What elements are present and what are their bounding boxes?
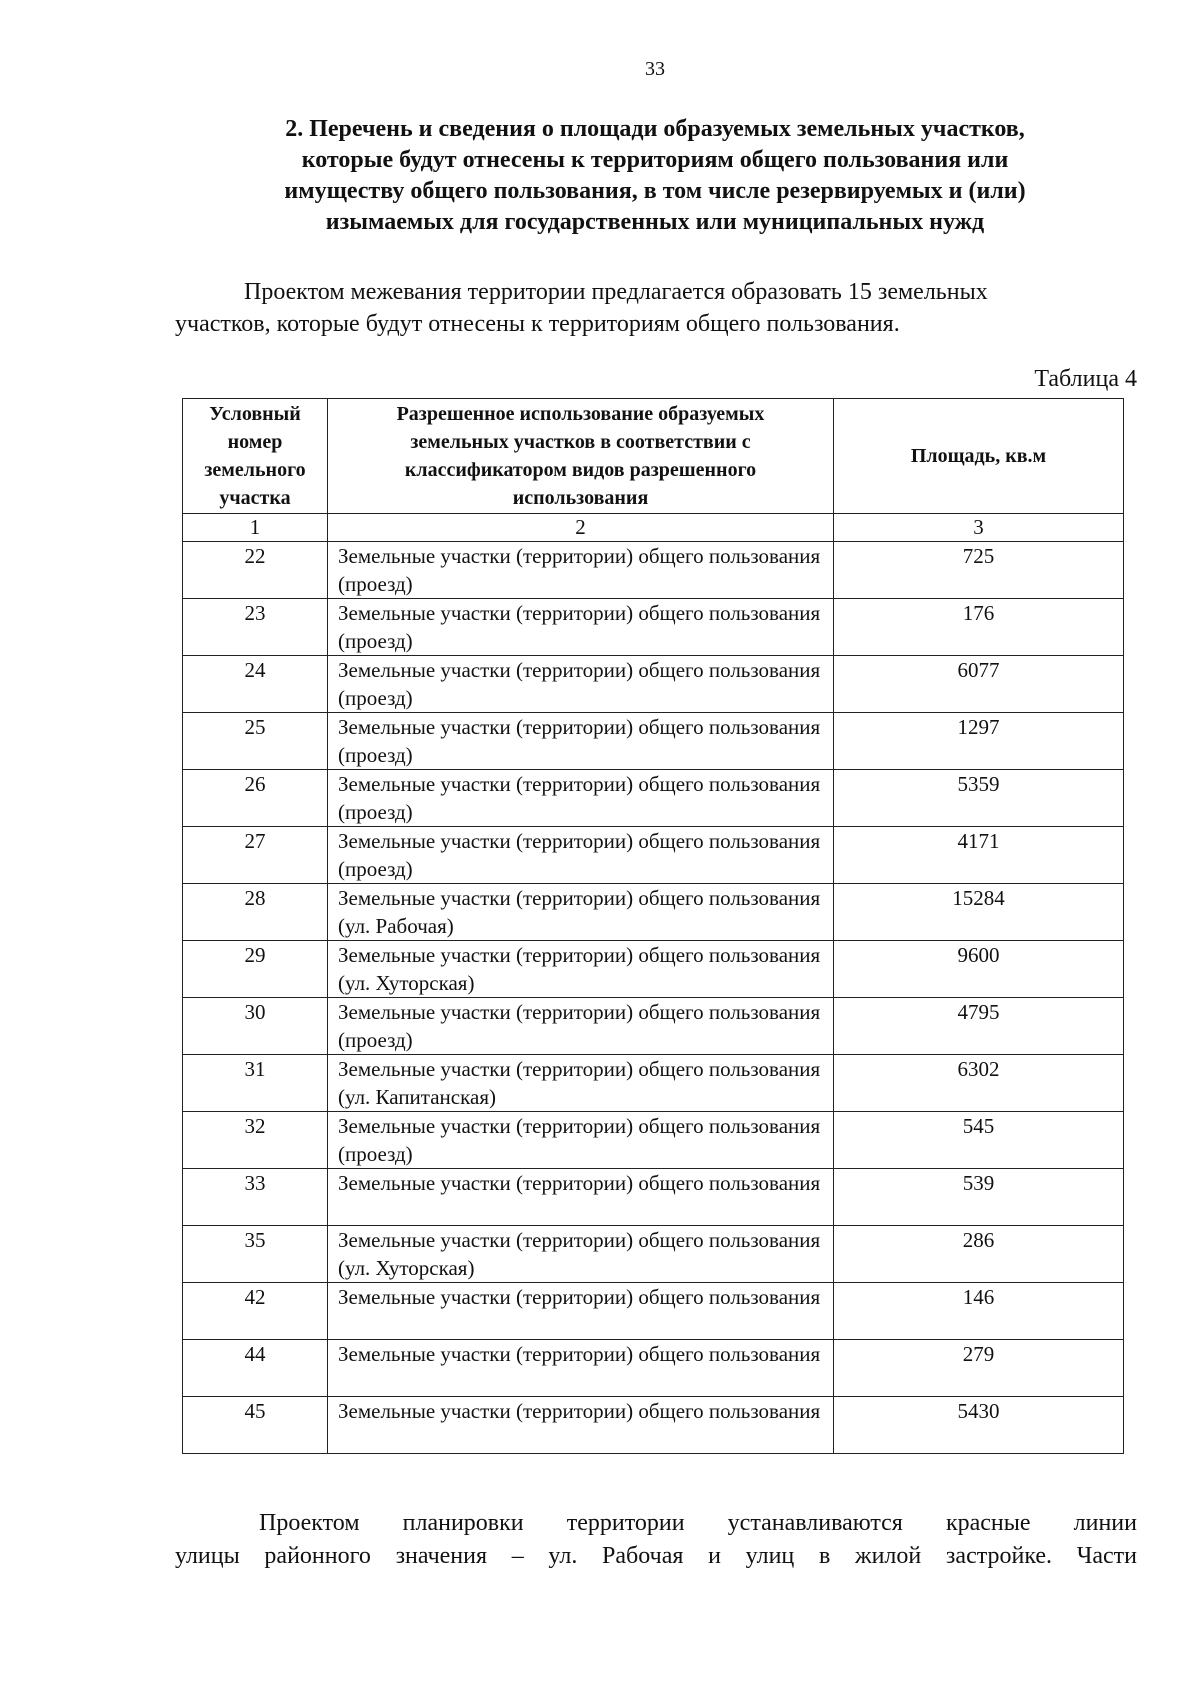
permitted-use-cell: Земельные участки (территории) общего пользования	[328, 1283, 834, 1340]
table-row	[183, 713, 1124, 770]
table-row	[183, 599, 1124, 656]
permitted-use-cell: Земельные участки (территории) общего пользования (проезд)	[328, 770, 834, 827]
table-row	[183, 1055, 1124, 1112]
plot-number-cell: 25	[183, 713, 328, 770]
page-number: 33	[645, 58, 665, 80]
permitted-use-cell: Земельные участки (территории) общего пользования	[328, 1169, 834, 1226]
area-cell: 4795	[834, 998, 1124, 1055]
plot-number-cell: 44	[183, 1340, 328, 1397]
intro-line: Проектом межевания территории предлагается образовать 15 земельных	[244, 279, 988, 305]
table-row	[183, 542, 1124, 599]
permitted-use-cell: Земельные участки (территории) общего пользования (проезд)	[328, 599, 834, 656]
plot-number-cell: 22	[183, 542, 328, 599]
plot-number-cell: 26	[183, 770, 328, 827]
area-cell: 176	[834, 599, 1124, 656]
plot-number-cell: 42	[183, 1283, 328, 1340]
area-cell: 725	[834, 542, 1124, 599]
area-cell: 4171	[834, 827, 1124, 884]
table-row	[183, 1340, 1124, 1397]
plot-number-cell: 27	[183, 827, 328, 884]
section-heading-line: имуществу общего пользования, в том числе резервируемых и (или)	[284, 178, 1026, 204]
plot-number-cell: 23	[183, 599, 328, 656]
intro-paragraph	[175, 276, 1137, 340]
table-caption: Таблица 4	[1034, 366, 1137, 392]
area-cell: 279	[834, 1340, 1124, 1397]
table-row	[183, 941, 1124, 998]
outro-line: улицы районного значения – ул. Рабочая и улиц в жилой застройке. Части	[175, 1543, 1137, 1569]
area-cell: 146	[834, 1283, 1124, 1340]
table-row	[183, 1226, 1124, 1283]
column-number: 2	[328, 514, 834, 542]
area-cell: 15284	[834, 884, 1124, 941]
area-cell: 545	[834, 1112, 1124, 1169]
table-row	[183, 998, 1124, 1055]
permitted-use-cell: Земельные участки (территории) общего пользования (ул. Капитанская)	[328, 1055, 834, 1112]
plot-number-cell: 28	[183, 884, 328, 941]
area-cell: 5430	[834, 1397, 1124, 1454]
area-cell: 286	[834, 1226, 1124, 1283]
plot-number-cell: 35	[183, 1226, 328, 1283]
header-plot-number-text: Условный номер земельного участка	[204, 403, 306, 509]
table-header-row	[183, 399, 1124, 514]
area-cell: 1297	[834, 713, 1124, 770]
intro-line: участков, которые будут отнесены к территориям общего пользования.	[175, 311, 900, 337]
permitted-use-cell: Земельные участки (территории) общего пользования	[328, 1340, 834, 1397]
column-number: 3	[834, 514, 1124, 542]
outro-paragraph	[175, 1507, 1137, 1573]
permitted-use-cell: Земельные участки (территории) общего пользования (проезд)	[328, 656, 834, 713]
column-number: 1	[183, 514, 328, 542]
area-cell: 6077	[834, 656, 1124, 713]
permitted-use-cell: Земельные участки (территории) общего пользования (ул. Хуторская)	[328, 941, 834, 998]
permitted-use-cell: Земельные участки (территории) общего пользования (проезд)	[328, 542, 834, 599]
outro-line: Проектом планировки территории устанавливаются красные линии	[259, 1510, 1137, 1536]
table-row	[183, 1397, 1124, 1454]
section-heading-line: которые будут отнесены к территориям общего пользования или	[301, 147, 1009, 173]
header-plot-number	[183, 399, 328, 514]
header-area: Площадь, кв.м	[834, 399, 1124, 514]
plot-number-cell: 24	[183, 656, 328, 713]
header-permitted-use	[328, 399, 834, 514]
permitted-use-cell: Земельные участки (территории) общего пользования (проезд)	[328, 713, 834, 770]
permitted-use-cell: Земельные участки (территории) общего пользования	[328, 1397, 834, 1454]
permitted-use-cell: Земельные участки (территории) общего пользования (проезд)	[328, 1112, 834, 1169]
plot-number-cell: 32	[183, 1112, 328, 1169]
permitted-use-cell: Земельные участки (территории) общего пользования (проезд)	[328, 827, 834, 884]
plot-number-cell: 29	[183, 941, 328, 998]
table-row	[183, 1283, 1124, 1340]
table-row	[183, 770, 1124, 827]
table-row	[183, 884, 1124, 941]
section-heading-line: 2. Перечень и сведения о площади образуемых земельных участков,	[285, 116, 1025, 142]
permitted-use-cell: Земельные участки (территории) общего пользования (ул. Хуторская)	[328, 1226, 834, 1283]
column-numbers-row	[183, 514, 1124, 542]
table-row	[183, 656, 1124, 713]
permitted-use-cell: Земельные участки (территории) общего пользования (проезд)	[328, 998, 834, 1055]
plot-number-cell: 33	[183, 1169, 328, 1226]
land-plots-table	[182, 398, 1124, 1454]
plot-number-cell: 45	[183, 1397, 328, 1454]
area-cell: 539	[834, 1169, 1124, 1226]
permitted-use-cell: Земельные участки (территории) общего пользования (ул. Рабочая)	[328, 884, 834, 941]
section-heading	[175, 114, 1135, 238]
header-permitted-use-text: Разрешенное использование образуемых земельных участков в соответствии с классификатором видов разрешенного использования	[396, 403, 765, 509]
table-row	[183, 1169, 1124, 1226]
plot-number-cell: 30	[183, 998, 328, 1055]
area-cell: 5359	[834, 770, 1124, 827]
table-row	[183, 1112, 1124, 1169]
table-row	[183, 827, 1124, 884]
area-cell: 9600	[834, 941, 1124, 998]
section-heading-line: изымаемых для государственных или муниципальных нужд	[325, 209, 985, 235]
area-cell: 6302	[834, 1055, 1124, 1112]
plot-number-cell: 31	[183, 1055, 328, 1112]
